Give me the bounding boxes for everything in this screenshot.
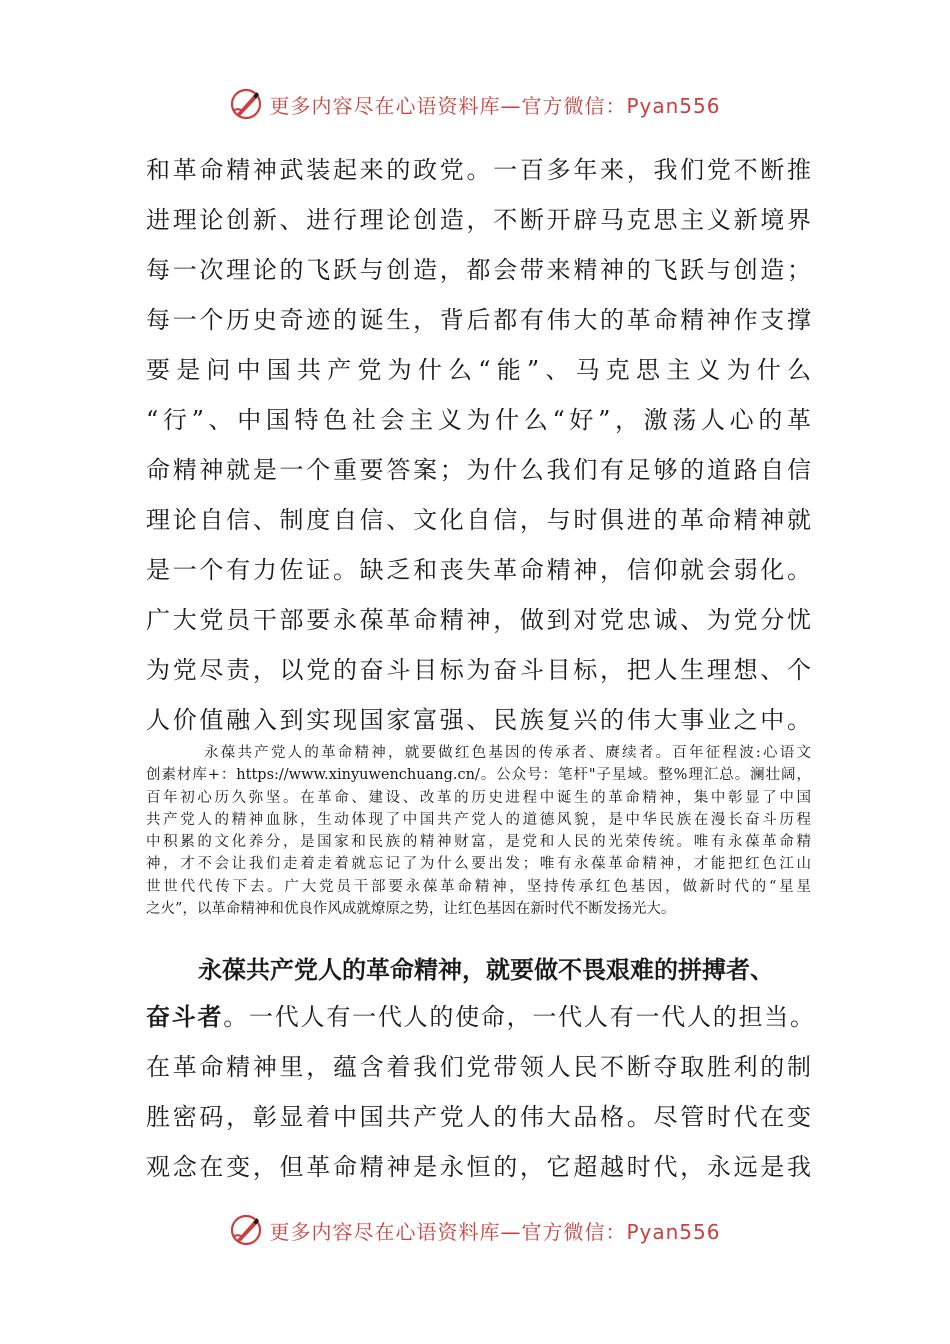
- small-line: 世世代代传下去。广大党员干部要永葆革命精神，坚持传承红色基因，做新时代的“星星: [146, 878, 811, 895]
- body-line: 在革命精神里，蕴含着我们党带领人民不断夺取胜利的制: [146, 1053, 811, 1081]
- header-banner: [0, 84, 950, 124]
- footer-banner: [0, 1210, 950, 1250]
- section-heading-bold: 永葆共产党人的革命精神，就要做不畏艰难的拼搏者、: [198, 956, 774, 984]
- body-line: 人价值融入到实现国家富强、民族复兴的伟大事业之中。: [146, 706, 811, 734]
- small-line: 百年初心历久弥坚。在革命、建设、改革的历史进程中诞生的革命精神，集中彰显了中国: [146, 789, 811, 806]
- body-line: 每一次理论的飞跃与创造，都会带来精神的飞跃与创造；: [146, 256, 811, 284]
- body-line: 为党尽责，以党的奋斗目标为奋斗目标，把人生理想、个: [146, 656, 811, 684]
- body-line: 要是问中国共产党为什么“能”、马克思主义为什么: [146, 356, 811, 384]
- body-line: 进理论创新、进行理论创造，不断开辟马克思主义新境界: [146, 206, 811, 234]
- section-heading-bold-end: 奋斗者: [146, 1003, 224, 1031]
- section-heading-line: [146, 955, 814, 985]
- small-line: 中积累的文化养分，是国家和民族的精神财富，是党和人民的光荣传统。唯有永葆革命精: [146, 834, 811, 851]
- body-line: 广大党员干部要永葆革命精神，做到对党忠诚、为党分忧: [146, 606, 811, 634]
- body-line: 观念在变，但革命精神是永恒的，它超越时代，永远是我: [146, 1153, 811, 1181]
- pen-logo-icon: [229, 1213, 263, 1247]
- pen-logo-icon: [229, 87, 263, 121]
- small-line: 创素材库+：https://www.xinyuwenchuang.cn/。公众号：笔杆"子星域。整%理汇总。澜壮阔，: [146, 767, 811, 784]
- small-line: 神，才不会让我们走着走着就忘记了为什么要出发；唯有永葆革命精神，才能把红色江山: [146, 856, 811, 873]
- footer-banner-text: 更多内容尽在心语资料库—官方微信：Pyan556: [269, 1219, 721, 1244]
- section-heading-rest: 。一代人有一代人的使命，一代人有一代人的担当。: [223, 1003, 814, 1031]
- body-line: 每一个历史奇迹的诞生，背后都有伟大的革命精神作支撑: [146, 306, 811, 334]
- small-line: 之火”，以革命精神和优良作风成就燎原之势，让红色基因在新时代不断发扬光大。: [146, 901, 676, 918]
- section-heading-continuation: [146, 1002, 814, 1032]
- small-paragraph: [146, 742, 811, 920]
- body-line: 胜密码，彰显着中国共产党人的伟大品格。尽管时代在变: [146, 1103, 811, 1131]
- header-banner-text: 更多内容尽在心语资料库—官方微信：Pyan556: [269, 93, 721, 118]
- body-line: 命精神就是一个重要答案；为什么我们有足够的道路自信: [146, 456, 811, 484]
- body-line: 和革命精神武装起来的政党。一百多年来，我们党不断推: [146, 156, 811, 184]
- body-line: “行”、中国特色社会主义为什么“好”，激荡人心的革: [146, 406, 811, 434]
- body-line: 是一个有力佐证。缺乏和丧失革命精神，信仰就会弱化。: [146, 556, 811, 584]
- small-line: 共产党人的精神血脉，生动体现了中国共产党人的道德风貌，是中华民族在漫长奋斗历程: [146, 811, 811, 828]
- body-line: 理论自信、制度自信、文化自信，与时俱进的革命精神就: [146, 506, 811, 534]
- small-line: 永葆共产党人的革命精神，就要做红色基因的传承者、赓续者。百年征程波:心语文: [204, 745, 811, 761]
